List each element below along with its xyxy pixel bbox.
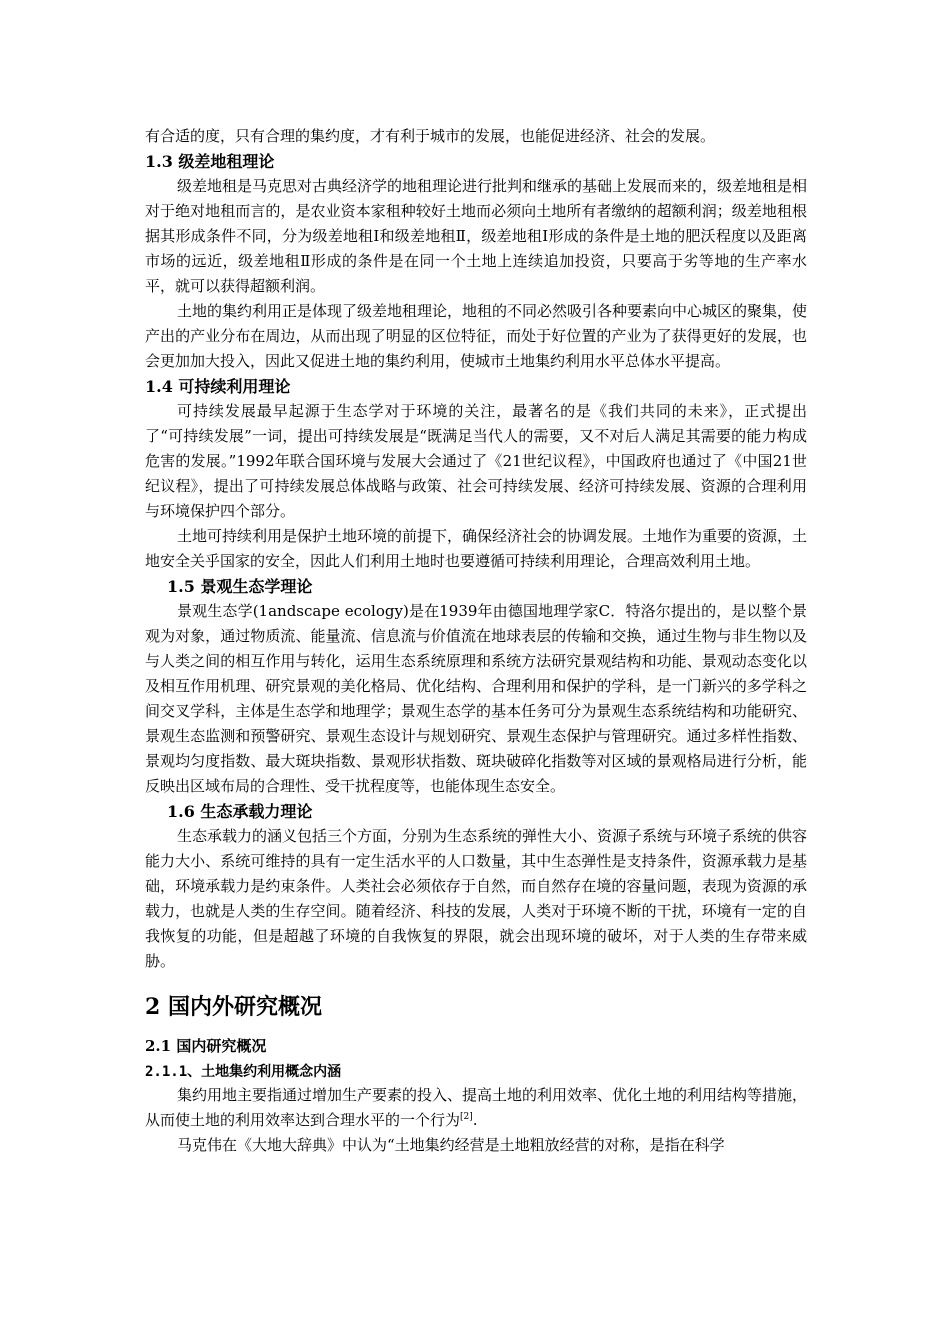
paragraph-continuation: 有合适的度，只有合理的集约度，才有利于城市的发展，也能促进经济、社会的发展。 [145, 127, 716, 145]
subsection-heading-2-1-1: 2.1.1、土地集约利用概念内涵 [145, 1064, 342, 1080]
paragraph-makewei: 马克伟在《大地大辞典》中认为“土地集约经营是土地粗放经营的对称，是指在科学 [177, 1136, 725, 1154]
section-heading-1-6: 1.6 生态承载力理论 [167, 802, 313, 821]
section-heading-1-4: 1.4 可持续利用理论 [145, 377, 291, 396]
paragraph-intensive-land-definition [145, 1083, 807, 1133]
paragraph-ecological-capacity: 生态承载力的涵义包括三个方面，分别为生态系统的弹性大小、资源子系统与环境子系统的供容能力大小、系统可维持的具有一定生活水平的人口数量，其中生态弹性是支持条件，资源承载力是基础，环境承载力是约束条件。人类社会必须依存于自然，而自然存在境的容量问题，表现为资源的承载力，也就是人类的生存空间。随着经济、科技的发展，人类对于环境不断的干扰，环境有一定的自我恢复的功能，但是超越了环境的自我恢复的界限，就会出现环境的破坏，对于人类的生存带来威胁。 [145, 827, 808, 970]
section-heading-1-3: 1.3 级差地租理论 [145, 152, 275, 171]
paragraph-differential-rent: 级差地租是马克思对古典经济学的地租理论进行批判和继承的基础上发展而来的，级差地租是相对于绝对地租而言的，是农业资本家租种较好土地而必须向土地所有者缴纳的超额利润；级差地租根据其形成条件不同，分为级差地租Ⅰ和级差地租Ⅱ，级差地租Ⅰ形成的条件是土地的肥沃程度以及距离市场的远近，级差地租Ⅱ形成的条件是在同一个土地上连续追加投资，只要高于劣等地的生产率水平，就可以获得超额利润。 [145, 177, 808, 295]
paragraph-landscape-ecology: 景观生态学(1andscape ecology)是在1939年由德国地理学家C．特洛尔提出的，是以整个景观为对象，通过物质流、能量流、信息流与价值流在地球表层的传输和交换，通过生物与非生物以及与人类之间的相互作用与转化，运用生态系统原理和系统方法研究景观结构和功能、景观动态变化以及相互作用机理、研究景观的美化格局、优化结构、合理利用和保护的学科，是一门新兴的多学科之间交叉学科，主体是生态学和地理学；景观生态学的基本任务可分为景观生态系统结构和功能研究、景观生态监测和预警研究、景观生态设计与规划研究、景观生态保护与管理研究。通过多样性指数、景观均匀度指数、最大斑块指数、景观形状指数、斑块破碎化指数等对区域的景观格局进行分析，能反映出区域布局的合理性、受干扰程度等，也能体现生态安全。 [145, 602, 807, 795]
citation-ref[interactable]: [2] [460, 1112, 473, 1122]
paragraph-intensive-use: 土地的集约利用正是体现了级差地租理论，地租的不同必然吸引各种要素向中心城区的聚集，使产出的产业分布在周边，从而出现了明显的区位特征，而处于好位置的产业为了获得更好的发展，也会更加加大投入，因此又促进土地的集约利用，使城市土地集约利用水平总体水平提高。 [145, 302, 808, 370]
paragraph-sustainable-development: 可持续发展最早起源于生态学对于环境的关注，最著名的是《我们共同的未来》，正式提出了“可持续发展”一词，提出可持续发展是“既满足当代人的需要，又不对后人满足其需要的能力构成危害的发展。”1992年联合国环境与发展大会通过了《21世纪议程》，中国政府也通过了《中国21世纪议程》，提出了可持续发展总体战略与政策、社会可持续发展、经济可持续发展、资源的合理利用与环境保护四个部分。 [145, 402, 807, 520]
paragraph-text: 集约用地主要指通过增加生产要素的投入、提高土地的利用效率、优化土地的利用结构等措施，从而使土地的利用效率达到合理水平的一个行为 [145, 1086, 808, 1129]
document-page [145, 124, 807, 1158]
section-heading-1-5: 1.5 景观生态学理论 [167, 577, 313, 596]
paragraph-sustainable-land-use: 土地可持续利用是保护土地环境的前提下，确保经济社会的协调发展。土地作为重要的资源，土地安全关乎国家的安全，因此人们利用土地时也要遵循可持续利用理论，合理高效利用土地。 [145, 527, 808, 570]
section-heading-2-1: 2.1 国内研究概况 [145, 1037, 267, 1055]
chapter-heading-2: 2 国内外研究概况 [145, 994, 322, 1020]
paragraph-end: . [472, 1111, 478, 1129]
